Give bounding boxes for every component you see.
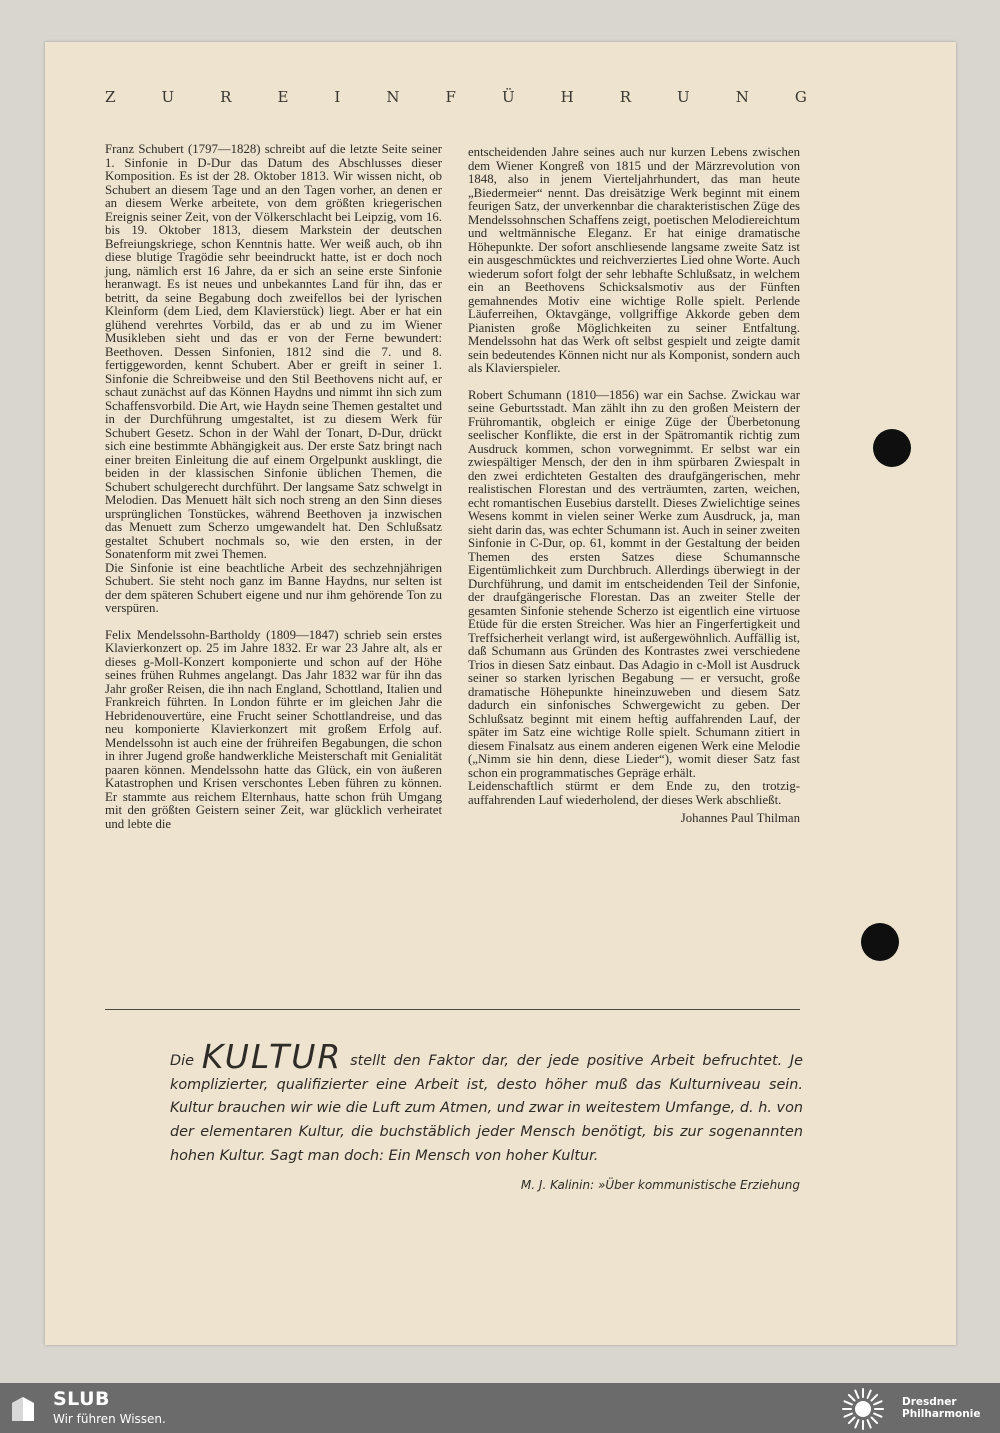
- quote-text: stellt den Faktor dar, der jede positive Arbeit befruchtet. Je komplizierter, qualifizierter eine Arbeit ist, desto höher muß das Kulturniveau sein. Kultur brauchen wir wie die Luft zum Atmen, und zwar in weitestem Umfange, d. h. von der elementaren Kultur, die buchstäblich jeder Mensch benötigt, bis zur sogenannten hohen Kultur. Sagt man doch: Ein Mensch von hoher Kultur.: [170, 1053, 804, 1164]
- quote-source: M. J. Kalinin: »Über kommunistische Erziehung: [520, 1178, 800, 1192]
- mendelssohn-continuation: entscheidenden Jahre seines auch nur kurzen Lebens zwischen dem Wiener Kongreß von 1815 und der Märzrevolution von 1848, also in jenem Vierteljahrhundert, das man heute „Biedermeier“ nennt. Das dreisätzige Werk beginnt mit einem feurigen Satz, der unverkennbar die charakteristischen Züge des Mendelssohnschen Schaffens zeigt, poetischen Melodiereichtum und weltmännische Eleganz. Er hat einige dramatische Höhepunkte. Der sofort anschliesende langsame zweite Satz ist ein ausgeschmücktes und reichverziertes Lied ohne Worte. Auch wiederum sofort folgt der sehr lebhafte Schlußsatz, in welchem ein an Beethovens Schicksalsmotiv aus der Fünften gemahnendes Motiv eine wichtige Rolle spielt. Perlende Läuferreihen, Oktavgänge, vollgriffige Akkorde geben dem Pianisten große Möglichkeiten zu seiner Entfaltung. Mendelssohn hat das Werk oft selbst gespielt und zeigte damit sein bedeutendes Können nicht nur als Komponist, sondern auch als Klavierspieler.: [468, 145, 800, 375]
- philharmonie-line2: Philharmonie: [902, 1408, 981, 1420]
- punch-hole-lower: [861, 923, 899, 961]
- heading-letter: Z: [105, 88, 116, 106]
- footer-bar: [0, 1383, 1000, 1433]
- heading-letter: U: [161, 88, 175, 106]
- heading-letter: U: [677, 88, 690, 106]
- quote-prefix: Die: [170, 1053, 194, 1069]
- schumann-conclusion: Leidenschaftlich stürmt er dem Ende zu, den trotzig-auffahrenden Lauf wiederholend, der dieses Werk abschließt.: [468, 779, 800, 807]
- schumann-paragraph: Robert Schumann (1810—1856) war ein Sachse. Zwickau war seine Geburtsstadt. Man zählt ihn zu den großen Meistern der Frühromantik, obgleich er einige Züge der Überbetonung seelischer Konflikte, die erst in der Spätromantik richtig zum Ausdruck kommen, schon vorwegnimmt. Er selbst war ein zwiespältiger Mensch, der den in ihm spürbaren Zwiespalt in den zwei erdichteten Gestalten des draufgängerischen, mehr realistischen Florestan und des verträumten, zarten, weichen, echt romantischen Eusebius darstellt. Dieses Zwielichtige seines Wesens kommt in vielen seiner Werke zum Ausdruck, ja, man sieht darin das, was echter Schumann ist. Auch in seiner zweiten Sinfonie in C-Dur, op. 61, kommt in der Gestaltung der beiden Themen des ersten Satzes diese Schumannsche Eigentümlichkeit zum Durchbruch. Allerdings überwiegt in der Durchführung, und damit im entscheidenden Teil der Sinfonie, der draufgängerische Florestan. Das an zweiter Stelle der gesamten Sinfonie stehende Scherzo ist eigentlich eine virtuose Etüde für die ersten Streicher. Was hier an Fingerfertigkeit und Treffsicherheit verlangt wird, ist außergewöhnlich. Auffällig ist, daß Schumann aus Gründen des Kontrastes zwei verschiedene Trios in diesen Satz einbaut. Das Adagio in c-Moll ist Ausdruck seiner so starken lyrischen Begabung — er versucht, große dramatische Höhepunkte hineinzuweben und diesem Satz dadurch ein sinfonisches Schwergewicht zu geben. Der Schlußsatz beginnt mit einem heftig auffahrenden Lauf, der später im Satz eine wichtige Rolle spielt. Schumann zitiert in diesem Finalsatz aus einem anderen eigenen Werk eine Melodie („Nimm sie hin denn, diese Lieder“), womit dieser Satz fast schon ein programmatisches Gepräge erhält.: [468, 387, 800, 780]
- heading-letter: R: [220, 88, 232, 106]
- schubert-paragraph: Franz Schubert (1797—1828) schreibt auf die letzte Seite seiner 1. Sinfonie in D-Dur das Datum des Abschlusses dieser Komposition. Es ist der 28. Oktober 1813. Wir wissen nicht, ob Schubert an diesem Tage und an den Tagen vorher, an denen er an diesem Werke arbeitete, von dem größten kriegerischen Ereignis seiner Zeit, von der Völkerschlacht bei Leipzig, vom 16. bis 19. Oktober 1813, diesem Markstein der deutschen Befreiungskriege, schon Kenntnis hatte. Wer weiß auch, ob ihn diese blutige Tragödie sehr beeindruckt hatte, ist er doch noch jung, nämlich erst 16 Jahre, da er sich an seine erste Sinfonie heranwagt. Es ist neues und unbekanntes Land für ihn, das er betritt, da seine Begabung doch zweifellos bei der lyrischen Kleinform (dem Lied, dem Klavierstück) liegt. Aber er hat ein glühend verehrtes Vorbild, das er ab und zu im Wiener Musikleben sieht und das er von der Ferne bewundert: Beethoven. Dessen Sinfonien, 1812 sind die 7. und 8. fertiggeworden, kennt Schubert. Aber er greift in seiner 1. Sinfonie die Schreibweise und den Stil Beethovens nicht auf, er schaut zunächst auf das Können Haydns und nimmt ihn sich zum Schaffensvorbild. Die Art, wie Haydn seine Themen gestaltet und in der Durchführung umgestaltet, ist zu diesem Werk für Schubert Gesetz. Schon in der Wahl der Tonart, D-Dur, drückt sich eine bestimmte Abhängigkeit aus. Der erste Satz bringt nach einer breiten Einleitung die auf einem Orgelpunkt ausklingt, die beiden in der klassischen Sinfonie üblichen Themen, die Schubert schulgerecht durchführt. Der langsame Satz schwelgt in Melodien. Das Menuett hält sich noch streng an den Sinn dieses ursprünglichen Tonstückes, während Beethoven ja inzwischen das Menuett zum Scherzo umgewandelt hat. Den Schlußsatz gestaltet Schubert nochmals so, wie den ersten, in der Sonatenform mit zwei Themen.: [105, 142, 442, 561]
- author-signature: Johannes Paul Thilman: [680, 811, 800, 825]
- heading-letter: F: [445, 88, 456, 106]
- quote-keyword: KULTUR: [201, 1037, 343, 1076]
- kalinin-quote: [170, 1037, 804, 1169]
- heading-letter: H: [560, 88, 574, 106]
- slub-tagline: Wir führen Wissen.: [53, 1412, 166, 1426]
- heading-letter: R: [619, 88, 632, 106]
- schubert-conclusion: Die Sinfonie ist eine beachtliche Arbeit des sechzehnjährigen Schubert. Sie steht noch ganz im Banne Haydns, nur selten ist der dem späteren Schubert eigene und nur ihm gehörende Ton zu verspüren.: [105, 560, 442, 615]
- left-column: [105, 143, 442, 831]
- heading-letter: Ü: [501, 88, 515, 106]
- mendelssohn-paragraph: Felix Mendelssohn-Bartholdy (1809—1847) schrieb sein erstes Klavierkonzert op. 25 im Jahre 1832. Er war 23 Jahre alt, als er dieses g-Moll-Konzert komponierte und schon auf der Höhe seines frühen Ruhmes angelangt. Das Jahr 1832 war für ihn das Jahr großer Reisen, die ihn nach England, Schottland, Italien und Frankreich führten. In London führte er im gleichen Jahr die Hebridenouvertüre, eine Frucht seiner Schottlandreise, und das neu komponierte Klavierkonzert mit großem Erfolg auf. Mendelssohn ist auch eine der frühreifen Begabungen, die schon in ihrer Jugend große handwerkliche Meisterschaft mit Genialität paaren können. Mendelssohn hatte das Glück, ein von äußeren Katastrophen und Krisen verschontes Leben führen zu können. Er stammte aus reichem Elternhaus, hatte schon früh Umgang mit den größten Geistern seiner Zeit, war glücklich verheiratet und lebte die: [105, 627, 442, 831]
- slub-name[interactable]: SLUB: [53, 1388, 111, 1410]
- heading-letter: G: [794, 88, 807, 106]
- philharmonie-name[interactable]: [902, 1396, 980, 1420]
- slub-logo-icon[interactable]: [10, 1395, 36, 1423]
- heading-letter: I: [334, 88, 341, 106]
- right-column: [468, 146, 800, 826]
- section-heading: [105, 88, 807, 108]
- section-divider: [105, 1009, 800, 1010]
- heading-letter: E: [277, 88, 289, 106]
- philharmonie-line1: Dresdner: [902, 1396, 957, 1408]
- heading-letter: N: [735, 88, 749, 106]
- heading-letter: N: [386, 88, 400, 106]
- punch-hole-upper: [873, 429, 911, 467]
- philharmonie-logo-icon[interactable]: [840, 1386, 886, 1432]
